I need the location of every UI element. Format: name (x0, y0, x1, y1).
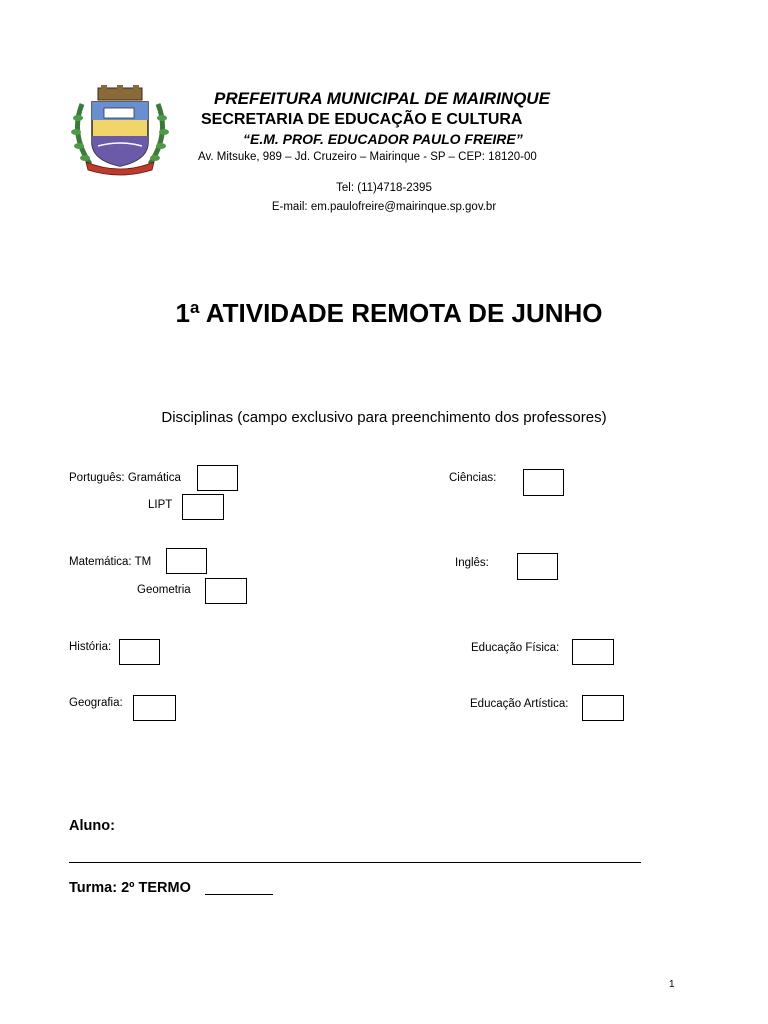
label-educacao-fisica: Educação Física: (471, 642, 560, 654)
school-phone: Tel: (11)4718-2395 (336, 182, 432, 194)
label-matematica-tm: Matemática: TM (69, 556, 152, 568)
label-geografia: Geografia: (69, 697, 123, 709)
class-label: Turma: 2º TERMO (69, 880, 191, 896)
page-number: 1 (669, 979, 675, 990)
crest-icon (68, 84, 172, 176)
checkbox-historia[interactable] (119, 639, 160, 665)
label-portugues-gramatica: Português: Gramática (69, 472, 181, 484)
student-name-label: Aluno: (69, 818, 115, 834)
checkbox-educacao-artistica[interactable] (582, 695, 624, 721)
checkbox-lipt[interactable] (182, 494, 224, 520)
student-name-field[interactable] (69, 862, 641, 863)
checkbox-geografia[interactable] (133, 695, 176, 721)
checkbox-ciencias[interactable] (523, 469, 564, 496)
municipality-name: PREFEITURA MUNICIPAL DE MAIRINQUE (214, 89, 550, 108)
label-lipt: LIPT (148, 499, 173, 511)
school-name: “E.M. PROF. EDUCADOR PAULO FREIRE” (243, 131, 523, 147)
checkbox-portugues-gramatica[interactable] (197, 465, 238, 491)
label-historia: História: (69, 641, 112, 653)
class-field[interactable] (205, 894, 273, 895)
checkbox-educacao-fisica[interactable] (572, 639, 614, 665)
label-geometria: Geometria (137, 584, 191, 596)
checkbox-geometria[interactable] (205, 578, 247, 604)
label-ciencias: Ciências: (449, 472, 497, 484)
checkbox-matematica-tm[interactable] (166, 548, 207, 574)
subjects-instruction: Disciplinas (campo exclusivo para preenchimento dos professores) (161, 409, 607, 426)
school-email: E-mail: em.paulofreire@mairinque.sp.gov.br (271, 201, 497, 213)
label-educacao-artistica: Educação Artística: (470, 698, 569, 710)
checkbox-ingles[interactable] (517, 553, 558, 580)
secretariat-name: SECRETARIA DE EDUCAÇÃO E CULTURA (201, 111, 523, 128)
page-title: 1ª ATIVIDADE REMOTA DE JUNHO (175, 298, 603, 328)
school-address: Av. Mitsuke, 989 – Jd. Cruzeiro – Mairinque - SP – CEP: 18120-00 (198, 151, 537, 163)
label-ingles: Inglês: (455, 557, 489, 569)
